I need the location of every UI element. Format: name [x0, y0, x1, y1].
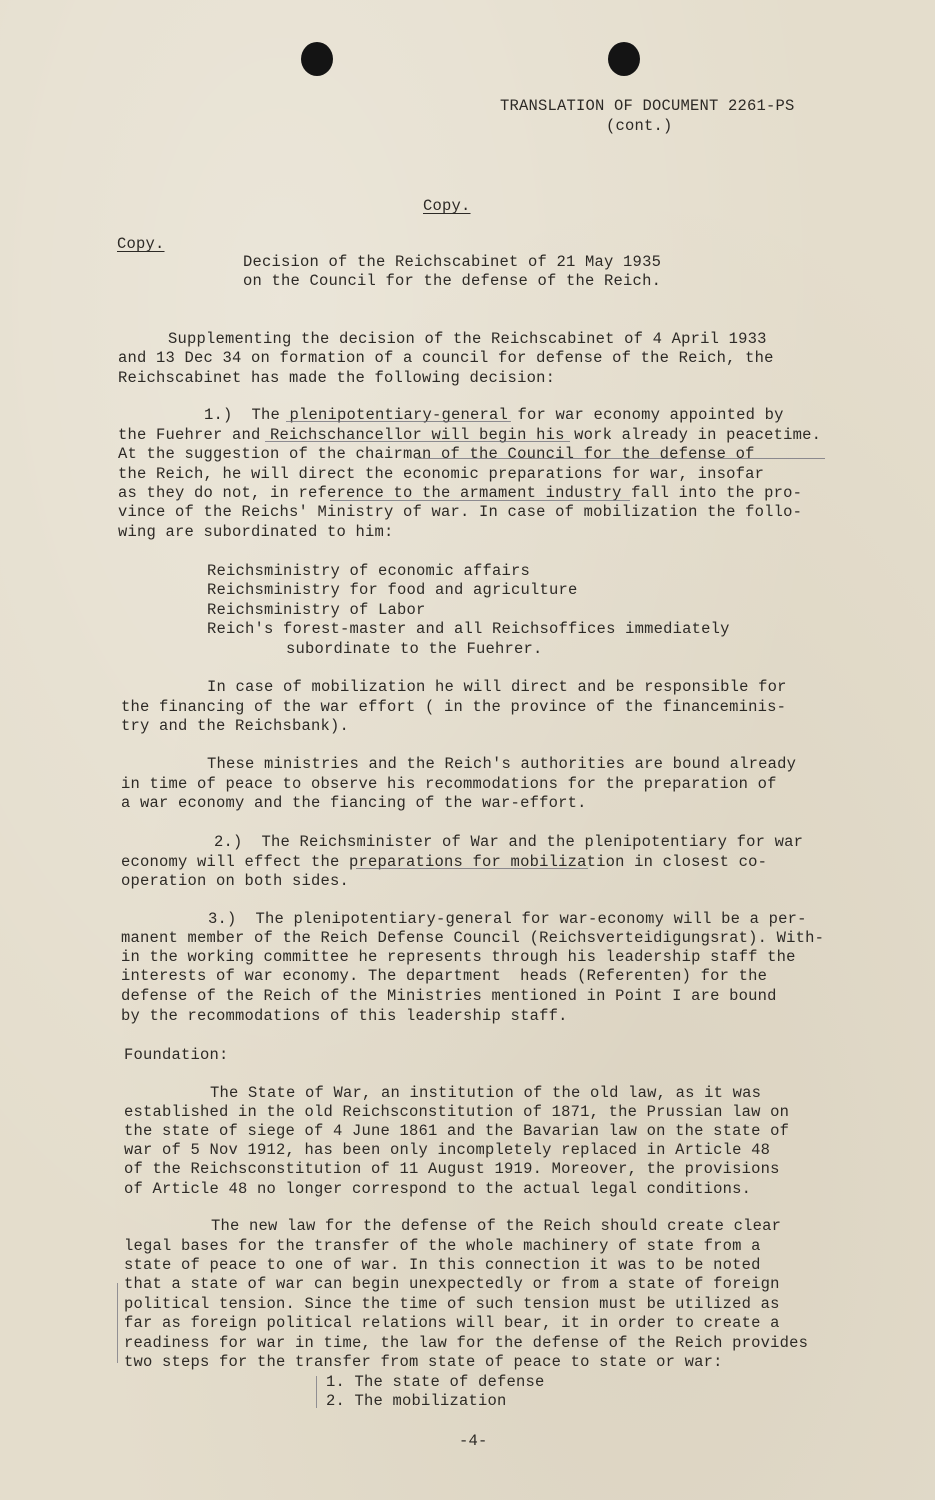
- copy-heading-center: Copy.: [423, 197, 471, 215]
- pencil-underline: [265, 441, 570, 442]
- pencil-margin-bracket: [117, 1283, 118, 1363]
- point2-line-3: operation on both sides.: [121, 872, 350, 890]
- foundation1-line-2: established in the old Reichsconstitution of 1871, the Prussian law on: [124, 1103, 790, 1121]
- intro-line-2: and 13 Dec 34 on formation of a council for defense of the Reich, the: [118, 349, 774, 367]
- point3-line-2: manent member of the Reich Defense Council (Reichsverteidigungsrat). With-: [121, 929, 825, 947]
- foundation2-line-3: state of peace to one of war. In this connection it was to be noted: [124, 1256, 761, 1274]
- pencil-underline: [286, 421, 511, 422]
- page-number: -4-: [459, 1432, 488, 1450]
- foundation1-line-3: the state of siege of 4 June 1861 and the Bavarian law on the state of: [124, 1122, 790, 1140]
- foundation2-line-4: that a state of war can begin unexpectedly or from a state of foreign: [124, 1275, 780, 1293]
- copy-heading-left: Copy.: [117, 235, 165, 253]
- point1-line-7: wing are subordinated to him:: [118, 523, 394, 541]
- punch-hole-left: [301, 42, 333, 76]
- point1-line-3: At the suggestion of the chairman of the Council for the defense of: [118, 445, 755, 463]
- foundation-label: Foundation:: [124, 1046, 229, 1064]
- punch-hole-right: [608, 42, 640, 76]
- ministries-para-line-2: in time of peace to observe his recommodations for the preparation of: [121, 775, 777, 793]
- foundation1-line-5: of the Reichsconstitution of 11 August 1919. Moreover, the provisions: [124, 1160, 780, 1178]
- ministry-item-4: Reich's forest-master and all Reichsoffices immediately: [207, 620, 730, 638]
- mobilization-line-2: the financing of the war effort ( in the province of the financeminis-: [121, 698, 787, 716]
- point2-line-1: 2.) The Reichsminister of War and the plenipotentiary for war: [214, 833, 804, 851]
- foundation2-line-7: readiness for war in time, the law for the defense of the Reich provides: [124, 1334, 809, 1352]
- intro-line-1: Supplementing the decision of the Reichscabinet of 4 April 1933: [168, 330, 767, 348]
- intro-line-3: Reichscabinet has made the following decision:: [118, 369, 556, 387]
- point1-line-5: as they do not, in reference to the armament industry fall into the pro-: [118, 484, 803, 502]
- point3-line-4: interests of war economy. The department heads (Referenten) for the: [121, 967, 768, 985]
- point1-line-1: 1.) The plenipotentiary-general for war economy appointed by: [204, 406, 784, 424]
- ministry-item-1: Reichsministry of economic affairs: [207, 562, 531, 580]
- mobilization-line-3: try and the Reichsbank).: [121, 717, 350, 735]
- ministry-item-2: Reichsministry for food and agriculture: [207, 581, 578, 599]
- foundation2-line-8: two steps for the transfer from state of peace to state or war:: [124, 1353, 723, 1371]
- foundation2-line-2: legal bases for the transfer of the whole machinery of state from a: [124, 1237, 761, 1255]
- point1-line-6: vince of the Reichs' Ministry of war. In case of mobilization the follo-: [118, 503, 803, 521]
- foundation1-line-4: war of 5 Nov 1912, has been only incompletely replaced in Article 48: [124, 1141, 771, 1159]
- step-item-1: 1. The state of defense: [326, 1373, 545, 1391]
- pencil-underline: [415, 458, 825, 459]
- foundation1-line-6: of Article 48 no longer correspond to the actual legal conditions.: [124, 1180, 752, 1198]
- header-line-1: TRANSLATION OF DOCUMENT 2261-PS: [500, 97, 795, 115]
- title-line-2: on the Council for the defense of the Reich.: [243, 272, 662, 290]
- point3-line-1: 3.) The plenipotentiary-general for war-economy will be a per-: [208, 910, 807, 928]
- ministries-para-line-1: These ministries and the Reich's authorities are bound already: [207, 755, 797, 773]
- point3-line-3: in the working committee he represents through his leadership staff the: [121, 948, 796, 966]
- ministry-item-5: subordinate to the Fuehrer.: [286, 640, 543, 658]
- foundation2-line-5: political tension. Since the time of such tension must be utilized as: [124, 1295, 780, 1313]
- ministries-para-line-3: a war economy and the fiancing of the war-effort.: [121, 794, 587, 812]
- pencil-underline: [356, 868, 588, 869]
- pencil-underline: [330, 500, 630, 501]
- header-line-2: (cont.): [606, 117, 673, 135]
- step-item-2: 2. The mobilization: [326, 1392, 507, 1410]
- mobilization-line-1: In case of mobilization he will direct and be responsible for: [207, 678, 787, 696]
- foundation1-line-1: The State of War, an institution of the old law, as it was: [210, 1084, 762, 1102]
- foundation2-line-1: The new law for the defense of the Reich should create clear: [211, 1217, 782, 1235]
- point3-line-5: defense of the Reich of the Ministries mentioned in Point I are bound: [121, 987, 777, 1005]
- point3-line-6: by the recommodations of this leadership staff.: [121, 1007, 568, 1025]
- title-line-1: Decision of the Reichscabinet of 21 May 1935: [243, 253, 662, 271]
- ministry-item-3: Reichsministry of Labor: [207, 601, 426, 619]
- point1-line-4: the Reich, he will direct the economic preparations for war, insofar: [118, 465, 765, 483]
- point2-line-2: economy will effect the preparations for mobilization in closest co-: [121, 853, 768, 871]
- pencil-step-bracket: [316, 1376, 317, 1408]
- point1-line-2: the Fuehrer and Reichschancellor will begin his work already in peacetime.: [118, 426, 822, 444]
- foundation2-line-6: far as foreign political relations will bear, it in order to create a: [124, 1314, 780, 1332]
